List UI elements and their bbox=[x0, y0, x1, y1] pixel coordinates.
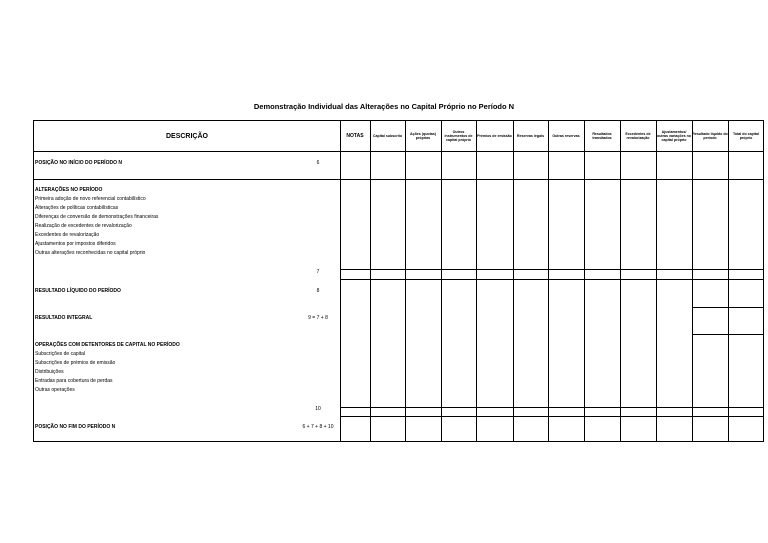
changes-note: 7 bbox=[316, 269, 320, 275]
row-divider bbox=[34, 179, 763, 180]
column-header: Outras reservas bbox=[552, 133, 580, 138]
changes-item: Realização de excedentes de revalorização bbox=[35, 223, 132, 229]
column-header: Total do capital próprio bbox=[732, 131, 760, 140]
net-result-note: 8 bbox=[316, 288, 320, 294]
column-divider bbox=[692, 121, 693, 441]
column-header: Excedentes de revalorização bbox=[625, 131, 651, 140]
column-divider bbox=[548, 121, 549, 441]
changes-item: Excedentes de revalorização bbox=[35, 232, 100, 238]
row-divider bbox=[340, 416, 763, 417]
start-position-note: 6 bbox=[316, 160, 320, 166]
column-header: Outros instrumentos de capital próprio bbox=[444, 129, 473, 143]
row-divider bbox=[692, 334, 763, 335]
operations-item: Distribuições bbox=[35, 369, 64, 375]
operations-item: Subscrições de capital bbox=[35, 351, 86, 357]
column-header: Ações (quotas) próprias bbox=[410, 131, 436, 140]
operations-item: Subscrições de prémios de emissão bbox=[35, 360, 116, 366]
column-divider bbox=[513, 121, 514, 441]
notes-header: NOTAS bbox=[346, 133, 364, 139]
operations-heading: OPERAÇÕES COM DETENTORES DE CAPITAL NO PERÍODO bbox=[35, 342, 180, 348]
column-divider bbox=[441, 121, 442, 441]
column-divider bbox=[728, 121, 729, 441]
column-divider bbox=[620, 121, 621, 441]
changes-item: Primeira adoção de novo referencial contabilístico bbox=[35, 196, 146, 202]
statement-title: Demonstração Individual das Alterações no Capital Próprio no Período N bbox=[253, 102, 515, 111]
end-position-label: POSIÇÃO NO FIM DO PERÍODO N bbox=[35, 424, 116, 430]
row-divider bbox=[340, 279, 763, 280]
row-divider bbox=[340, 407, 763, 408]
column-header: Reservas legais bbox=[516, 133, 545, 138]
column-divider bbox=[656, 121, 657, 441]
integral-result-note: 9 = 7 + 8 bbox=[308, 315, 328, 321]
column-divider bbox=[370, 121, 371, 441]
description-header: DESCRIÇÃO bbox=[165, 132, 208, 140]
column-header: Capital subscrito bbox=[372, 133, 403, 138]
changes-item: Alterações de políticas contabilísticas bbox=[35, 205, 119, 211]
column-divider bbox=[584, 121, 585, 441]
operations-item: Entradas para cobertura de perdas bbox=[35, 378, 113, 384]
operations-note: 10 bbox=[315, 406, 321, 412]
column-divider bbox=[476, 121, 477, 441]
operations-item: Outras operações bbox=[35, 387, 75, 393]
column-divider bbox=[405, 121, 406, 441]
equity-changes-table bbox=[33, 120, 764, 442]
header-divider bbox=[34, 151, 763, 152]
row-divider bbox=[340, 269, 763, 270]
column-header: Resultados transitados bbox=[592, 131, 612, 140]
changes-item: Diferenças de conversão de demonstrações financeiras bbox=[35, 214, 159, 220]
integral-result-label: RESULTADO INTEGRAL bbox=[35, 315, 93, 321]
end-position-note: 6 + 7 + 8 + 10 bbox=[302, 424, 334, 430]
column-header: Resultado líquido do período bbox=[692, 131, 728, 140]
net-result-label: RESULTADO LÍQUIDO DO PERÍODO bbox=[35, 288, 121, 294]
column-header: Ajustamentos/ outras variações no capital próprio bbox=[657, 129, 691, 143]
start-position-label: POSIÇÃO NO INÍCIO DO PERÍODO N bbox=[35, 160, 122, 166]
changes-item: Ajustamentos por impostos diferidos bbox=[35, 241, 116, 247]
notes-column-divider bbox=[340, 121, 341, 441]
column-header: Prémios de emissão bbox=[477, 133, 512, 138]
changes-heading: ALTERAÇÕES NO PERÍODO bbox=[35, 187, 103, 193]
changes-item: Outras alterações reconhecidas no capital próprio bbox=[35, 250, 146, 256]
row-divider bbox=[692, 307, 763, 308]
